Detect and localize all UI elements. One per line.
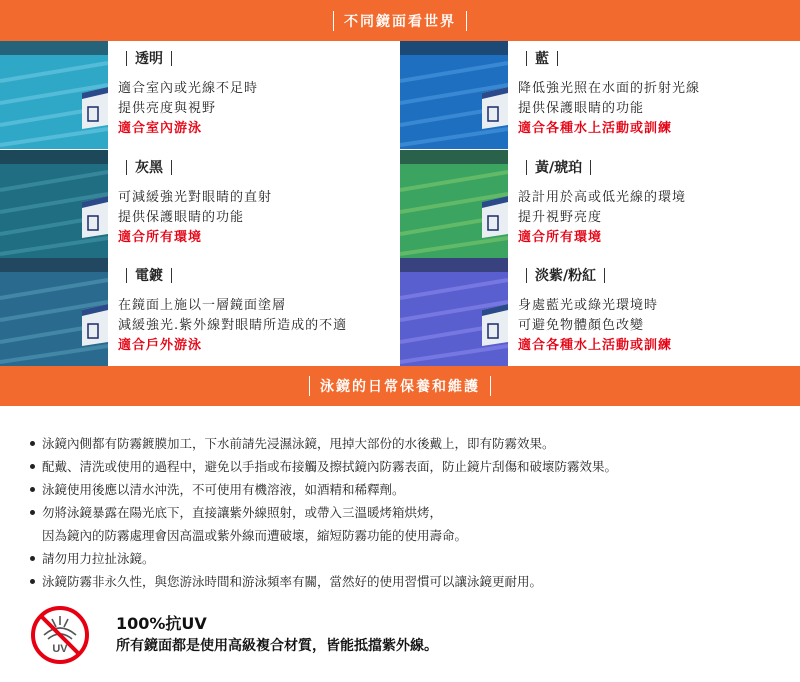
lens-info: [118, 156, 392, 248]
care-list-item: 泳鏡防霧非永久性，與您游泳時間和游泳頻率有關，當然好的使用習慣可以讓泳鏡更耐用。: [30, 570, 790, 593]
lens-item-smoke: [0, 150, 400, 258]
divider: [466, 11, 467, 31]
lens-name-label: 透明: [135, 51, 163, 67]
uv-title: 100%抗UV: [116, 614, 207, 633]
lens-tint-photo: [0, 150, 108, 258]
divider: [171, 51, 172, 66]
care-list-item: 配戴、清洗或使用的過程中，避免以手指或布接觸及擦拭鏡內防霧表面，防止鏡片刮傷和破壞防霧效果。: [30, 455, 790, 478]
lens-description-line: 適合室內或光線不足時: [118, 81, 259, 96]
lens-name-label: 灰黑: [135, 160, 163, 176]
lens-suitable-for: 適合戶外游泳: [118, 338, 203, 353]
lens-name-label: 藍: [535, 51, 549, 67]
lens-description-line: 設計用於高或低光線的環境: [518, 190, 687, 205]
lens-description-line: 提供保護眼睛的功能: [118, 210, 245, 225]
lens-suitable-for: 適合各種水上活動或訓練: [518, 121, 673, 136]
lens-info: [518, 264, 792, 356]
divider: [526, 160, 527, 175]
lens-name: [518, 47, 792, 69]
divider: [126, 268, 127, 283]
care-list-item: 泳鏡使用後應以清水沖洗，不可使用有機溶液，如酒精和稀釋劑。: [30, 478, 790, 501]
divider: [490, 376, 491, 396]
lens-info: [518, 47, 792, 139]
divider: [126, 51, 127, 66]
section-banner-care: [0, 366, 800, 406]
lens-description-line: 減緩強光.紫外線對眼睛所造成的不適: [118, 318, 348, 333]
divider: [604, 268, 605, 283]
divider: [171, 268, 172, 283]
divider: [309, 376, 310, 396]
lens-tint-photo: [400, 258, 508, 366]
lens-description-line: 提供亮度與視野: [118, 101, 217, 116]
uv-description: 所有鏡面都是使用高級複合材質，皆能抵擋紫外線。: [116, 638, 438, 654]
lens-info: [118, 47, 392, 139]
lens-tint-photo: [0, 41, 108, 149]
lens-grid: [0, 41, 800, 366]
care-list-item: 因為鏡內的防霧處理會因高溫或紫外線而遭破壞，縮短防霧功能的使用壽命。: [42, 528, 468, 543]
care-list-item: 請勿用力拉扯泳鏡。: [30, 547, 790, 570]
divider: [171, 160, 172, 175]
lens-description-line: 身處藍光或綠光環境時: [518, 298, 659, 313]
lens-name: [518, 264, 792, 286]
divider: [126, 160, 127, 175]
section-title: 泳鏡的日常保養和維護: [320, 379, 480, 395]
lens-tint-photo: [400, 150, 508, 258]
lens-item-amber: [400, 150, 800, 258]
lens-name-label: 淡紫/粉紅: [535, 268, 597, 284]
care-list-item: 勿將泳鏡暴露在陽光底下，直接讓紫外線照射，或帶入三溫暖烤箱烘烤，: [30, 501, 790, 524]
lens-suitable-for: 適合所有環境: [118, 230, 203, 245]
divider: [590, 160, 591, 175]
lens-name: [118, 264, 392, 286]
divider: [333, 11, 334, 31]
section-banner-lens-colors: [0, 0, 800, 41]
lens-description-line: 提供保護眼睛的功能: [518, 101, 645, 116]
lens-name: [118, 156, 392, 178]
lens-description-line: 提升視野亮度: [518, 210, 603, 225]
lens-description-line: 降低強光照在水面的折射光線: [518, 81, 701, 96]
lens-item-mirror: [0, 258, 400, 366]
lens-item-pink: [400, 258, 800, 366]
divider: [557, 51, 558, 66]
lens-description-line: 可減緩強光對眼睛的直射: [118, 190, 273, 205]
lens-name: [518, 156, 792, 178]
lens-info: [118, 264, 392, 356]
lens-name-label: 電鍍: [135, 268, 163, 284]
lens-suitable-for: 適合室內游泳: [118, 121, 203, 136]
lens-suitable-for: 適合各種水上活動或訓練: [518, 338, 673, 353]
lens-tint-photo: [400, 41, 508, 149]
uv-protection-block: [30, 605, 770, 665]
svg-text:UV: UV: [52, 643, 68, 655]
lens-item-clear: [0, 41, 400, 149]
lens-description-line: 在鏡面上施以一層鏡面塗層: [118, 298, 287, 313]
section-title: 不同鏡面看世界: [344, 13, 456, 30]
care-list: [30, 432, 790, 593]
divider: [526, 268, 527, 283]
lens-suitable-for: 適合所有環境: [518, 230, 603, 245]
uv-shield-icon: [30, 605, 90, 665]
divider: [526, 51, 527, 66]
lens-description-line: 可避免物體顏色改變: [518, 318, 645, 333]
lens-tint-photo: [0, 258, 108, 366]
lens-name-label: 黃/琥珀: [535, 160, 583, 176]
lens-name: [118, 47, 392, 69]
lens-info: [518, 156, 792, 248]
lens-item-blue: [400, 41, 800, 149]
care-list-item: 泳鏡內側都有防霧鍍膜加工，下水前請先浸濕泳鏡，甩掉大部份的水後戴上，即有防霧效果。: [30, 432, 790, 455]
